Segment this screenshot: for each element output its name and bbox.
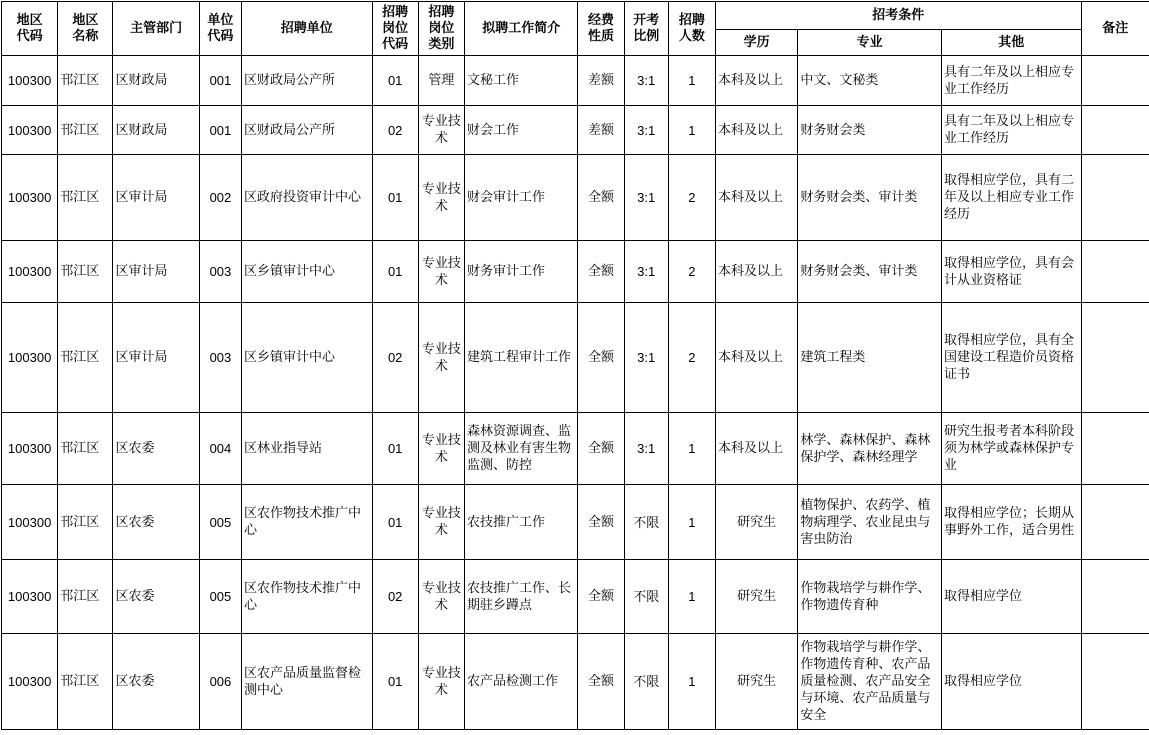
cell-other: 取得相应学位 xyxy=(941,634,1081,730)
cell-department: 区农委 xyxy=(113,634,199,730)
cell-department: 区审计局 xyxy=(113,303,199,413)
cell-ratio: 3:1 xyxy=(624,106,668,155)
cell-post-type: 专业技术 xyxy=(418,634,464,730)
cell-count: 1 xyxy=(668,56,715,106)
table-row xyxy=(2,413,1149,485)
cell-funding: 全额 xyxy=(578,303,624,413)
cell-major: 财务财会类 xyxy=(798,106,942,155)
cell-job-desc: 财会审计工作 xyxy=(464,155,577,241)
cell-unit-code: 005 xyxy=(199,485,241,560)
cell-unit: 区农作物技术推广中心 xyxy=(242,560,373,634)
cell-other: 取得相应学位，具有全国建设工程造价员资格证书 xyxy=(941,303,1081,413)
cell-region-code: 100300 xyxy=(2,413,58,485)
cell-region-name: 邗江区 xyxy=(58,241,113,303)
cell-region-name: 邗江区 xyxy=(58,413,113,485)
cell-other: 具有二年及以上相应专业工作经历 xyxy=(941,106,1081,155)
cell-unit-code: 002 xyxy=(199,155,241,241)
cell-unit-code: 003 xyxy=(199,241,241,303)
cell-major: 植物保护、农药学、植物病理学、农业昆虫与害虫防治 xyxy=(798,485,942,560)
cell-major: 财务财会类、审计类 xyxy=(798,155,942,241)
cell-unit-code: 005 xyxy=(199,560,241,634)
cell-other: 研究生报考者本科阶段须为林学或森林保护专业 xyxy=(941,413,1081,485)
cell-post-code: 01 xyxy=(372,485,418,560)
cell-remarks xyxy=(1081,241,1149,303)
cell-funding: 全额 xyxy=(578,413,624,485)
cell-job-desc: 农技推广工作 xyxy=(464,485,577,560)
cell-major: 作物栽培学与耕作学、 作物遗传育种 xyxy=(798,560,942,634)
cell-funding: 全额 xyxy=(578,241,624,303)
table-body xyxy=(2,56,1149,730)
cell-unit: 区财政局公产所 xyxy=(242,56,373,106)
cell-post-code: 01 xyxy=(372,155,418,241)
cell-remarks xyxy=(1081,560,1149,634)
cell-unit: 区林业指导站 xyxy=(242,413,373,485)
cell-major: 财务财会类、审计类 xyxy=(798,241,942,303)
cell-department: 区农委 xyxy=(113,413,199,485)
cell-post-code: 01 xyxy=(372,413,418,485)
cell-unit: 区政府投资审计中心 xyxy=(242,155,373,241)
cell-department: 区审计局 xyxy=(113,155,199,241)
cell-other: 取得相应学位，具有会计从业资格证 xyxy=(941,241,1081,303)
cell-region-name: 邗江区 xyxy=(58,485,113,560)
cell-department: 区农委 xyxy=(113,485,199,560)
cell-remarks xyxy=(1081,106,1149,155)
header-region-name: 地区 名称 xyxy=(58,2,113,56)
cell-count: 2 xyxy=(668,155,715,241)
header-post-code: 招聘 岗位 代码 xyxy=(372,2,418,56)
cell-funding: 全额 xyxy=(578,485,624,560)
cell-other: 取得相应学位；长期从事野外工作，适合男性 xyxy=(941,485,1081,560)
header-conditions: 招考条件 xyxy=(716,2,1082,30)
table-row xyxy=(2,560,1149,634)
cell-post-code: 01 xyxy=(372,241,418,303)
header-region-code: 地区 代码 xyxy=(2,2,58,56)
cell-major: 林学、森林保护、森林保护学、森林经理学 xyxy=(798,413,942,485)
header-unit-code: 单位 代码 xyxy=(199,2,241,56)
cell-region-name: 邗江区 xyxy=(58,106,113,155)
cell-remarks xyxy=(1081,56,1149,106)
cell-unit: 区农作物技术推广中心 xyxy=(242,485,373,560)
cell-job-desc: 农产品检测工作 xyxy=(464,634,577,730)
cell-department: 区财政局 xyxy=(113,56,199,106)
cell-education: 研究生 xyxy=(716,560,798,634)
table-row xyxy=(2,56,1149,106)
table-row xyxy=(2,155,1149,241)
cell-post-code: 02 xyxy=(372,106,418,155)
cell-job-desc: 财会工作 xyxy=(464,106,577,155)
cell-unit: 区乡镇审计中心 xyxy=(242,241,373,303)
cell-post-code: 01 xyxy=(372,634,418,730)
cell-region-code: 100300 xyxy=(2,485,58,560)
cell-count: 2 xyxy=(668,241,715,303)
cell-remarks xyxy=(1081,303,1149,413)
cell-job-desc: 森林资源调查、监测及林业有害生物监测、防控 xyxy=(464,413,577,485)
cell-count: 1 xyxy=(668,560,715,634)
cell-unit-code: 001 xyxy=(199,56,241,106)
cell-post-type: 专业技术 xyxy=(418,303,464,413)
cell-job-desc: 农技推广工作、长期驻乡蹲点 xyxy=(464,560,577,634)
header-funding: 经费 性质 xyxy=(578,2,624,56)
cell-count: 1 xyxy=(668,485,715,560)
cell-region-name: 邗江区 xyxy=(58,634,113,730)
cell-unit: 区农产品质量监督检测中心 xyxy=(242,634,373,730)
cell-region-name: 邗江区 xyxy=(58,155,113,241)
cell-post-code: 02 xyxy=(372,303,418,413)
cell-unit: 区乡镇审计中心 xyxy=(242,303,373,413)
header-ratio: 开考 比例 xyxy=(624,2,668,56)
cell-funding: 全额 xyxy=(578,560,624,634)
cell-funding: 差额 xyxy=(578,56,624,106)
cell-post-type: 专业技术 xyxy=(418,106,464,155)
cell-education: 本科及以上 xyxy=(716,56,798,106)
cell-remarks xyxy=(1081,485,1149,560)
cell-unit: 区财政局公产所 xyxy=(242,106,373,155)
cell-remarks xyxy=(1081,634,1149,730)
cell-job-desc: 财务审计工作 xyxy=(464,241,577,303)
cell-post-type: 专业技术 xyxy=(418,485,464,560)
cell-region-code: 100300 xyxy=(2,56,58,106)
header-major: 专业 xyxy=(798,30,942,56)
cell-funding: 差额 xyxy=(578,106,624,155)
cell-other: 具有二年及以上相应专业工作经历 xyxy=(941,56,1081,106)
cell-count: 1 xyxy=(668,106,715,155)
cell-department: 区财政局 xyxy=(113,106,199,155)
table-row xyxy=(2,241,1149,303)
cell-post-code: 02 xyxy=(372,560,418,634)
table-row xyxy=(2,485,1149,560)
cell-ratio: 3:1 xyxy=(624,413,668,485)
cell-department: 区审计局 xyxy=(113,241,199,303)
cell-funding: 全额 xyxy=(578,634,624,730)
cell-funding: 全额 xyxy=(578,155,624,241)
recruitment-table xyxy=(1,1,1149,730)
cell-post-type: 专业技术 xyxy=(418,560,464,634)
cell-region-code: 100300 xyxy=(2,106,58,155)
cell-major: 作物栽培学与耕作学、作物遗传育种、农产品质量检测、农产品安全与环境、农产品质量与安全 xyxy=(798,634,942,730)
table-row xyxy=(2,303,1149,413)
cell-region-name: 邗江区 xyxy=(58,56,113,106)
cell-region-code: 100300 xyxy=(2,560,58,634)
cell-region-name: 邗江区 xyxy=(58,560,113,634)
cell-education: 研究生 xyxy=(716,634,798,730)
cell-post-type: 专业技术 xyxy=(418,241,464,303)
cell-remarks xyxy=(1081,155,1149,241)
header-job-desc: 拟聘工作简介 xyxy=(464,2,577,56)
cell-post-code: 01 xyxy=(372,56,418,106)
cell-unit-code: 006 xyxy=(199,634,241,730)
header-post-type: 招聘 岗位 类别 xyxy=(418,2,464,56)
header-department: 主管部门 xyxy=(113,2,199,56)
header-count: 招聘 人数 xyxy=(668,2,715,56)
cell-region-code: 100300 xyxy=(2,155,58,241)
cell-post-type: 专业技术 xyxy=(418,413,464,485)
header-unit: 招聘单位 xyxy=(242,2,373,56)
cell-major: 中文、文秘类 xyxy=(798,56,942,106)
cell-education: 本科及以上 xyxy=(716,413,798,485)
cell-ratio: 不限 xyxy=(624,634,668,730)
cell-region-code: 100300 xyxy=(2,634,58,730)
cell-region-name: 邗江区 xyxy=(58,303,113,413)
cell-job-desc: 文秘工作 xyxy=(464,56,577,106)
cell-department: 区农委 xyxy=(113,560,199,634)
cell-education: 本科及以上 xyxy=(716,106,798,155)
cell-unit-code: 004 xyxy=(199,413,241,485)
cell-count: 1 xyxy=(668,634,715,730)
cell-unit-code: 003 xyxy=(199,303,241,413)
cell-ratio: 不限 xyxy=(624,485,668,560)
cell-other: 取得相应学位 xyxy=(941,560,1081,634)
header-education: 学历 xyxy=(716,30,798,56)
cell-education: 本科及以上 xyxy=(716,241,798,303)
cell-ratio: 3:1 xyxy=(624,56,668,106)
cell-count: 2 xyxy=(668,303,715,413)
cell-ratio: 3:1 xyxy=(624,241,668,303)
header-remarks: 备注 xyxy=(1081,2,1149,56)
cell-ratio: 3:1 xyxy=(624,155,668,241)
cell-education: 本科及以上 xyxy=(716,155,798,241)
table-row xyxy=(2,106,1149,155)
cell-post-type: 专业技术 xyxy=(418,155,464,241)
cell-major: 建筑工程类 xyxy=(798,303,942,413)
header-other: 其他 xyxy=(941,30,1081,56)
cell-region-code: 100300 xyxy=(2,303,58,413)
cell-other: 取得相应学位，具有二年及以上相应专业工作经历 xyxy=(941,155,1081,241)
cell-ratio: 不限 xyxy=(624,560,668,634)
cell-job-desc: 建筑工程审计工作 xyxy=(464,303,577,413)
cell-education: 研究生 xyxy=(716,485,798,560)
cell-unit-code: 001 xyxy=(199,106,241,155)
cell-count: 1 xyxy=(668,413,715,485)
cell-education: 本科及以上 xyxy=(716,303,798,413)
cell-ratio: 3:1 xyxy=(624,303,668,413)
table-row xyxy=(2,634,1149,730)
cell-remarks xyxy=(1081,413,1149,485)
cell-post-type: 管理 xyxy=(418,56,464,106)
header-row-1 xyxy=(2,2,1149,30)
cell-region-code: 100300 xyxy=(2,241,58,303)
